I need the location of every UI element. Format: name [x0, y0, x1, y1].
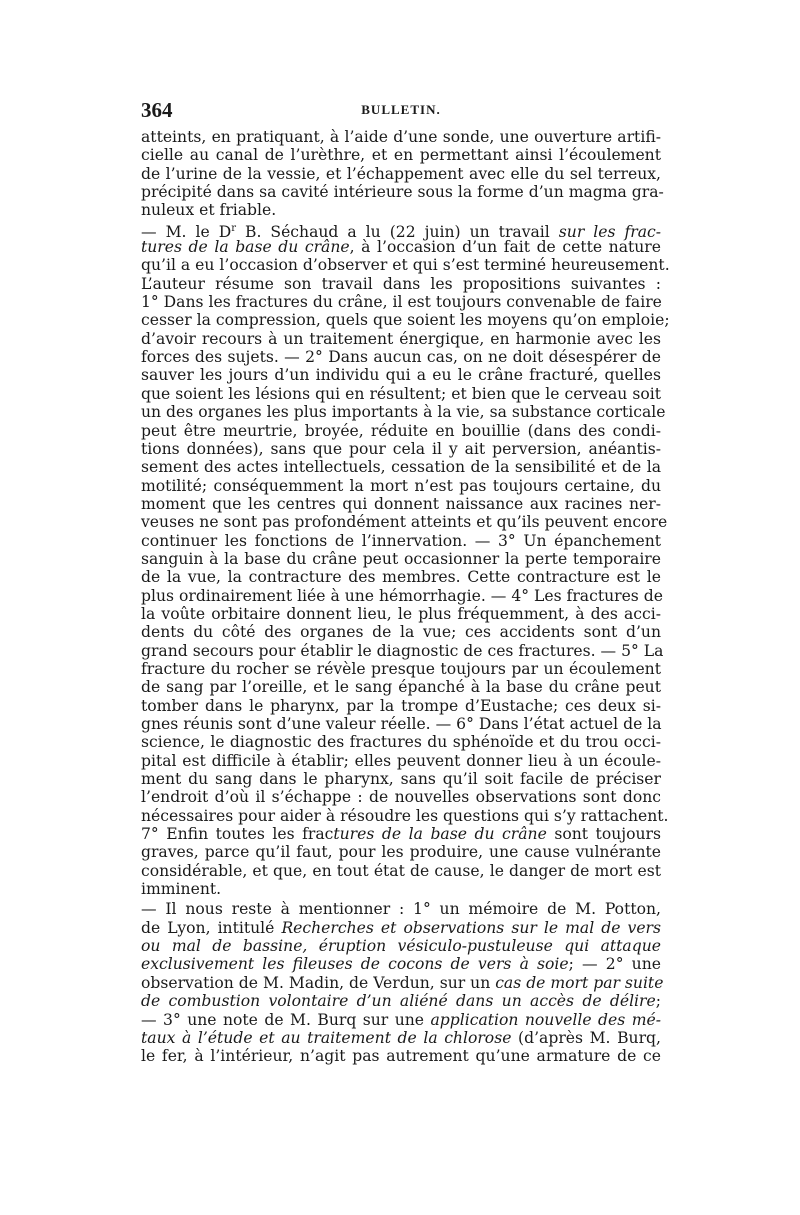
- text-line: peut être meurtrie, broyée, réduite en bouillie (dans des condi-: [141, 421, 661, 440]
- text-line: cielle au canal de l’urèthre, et en permettant ainsi l’écoulement: [141, 146, 661, 165]
- text-line: exclusivement les fileuses de cocons de vers à soie; — 2° une: [141, 955, 661, 974]
- text-line: considérable, et que, en tout état de cause, le danger de mort est: [141, 861, 661, 880]
- body-text: [141, 128, 670, 1066]
- text-line: imminent.: [141, 880, 222, 899]
- text-line: — Il nous reste à mentionner : 1° un mémoire de M. Potton,: [141, 900, 661, 919]
- text-line: sauver les jours d’un individu qui a eu le crâne fracturé, quelles: [141, 366, 661, 385]
- text-line: motilité; conséquemment la mort n’est pas toujours certaine, du: [141, 476, 661, 495]
- text-line: nuleux et friable.: [141, 201, 277, 220]
- text-line: que soient les lésions qui en résultent; et bien que le cerveau soit: [141, 384, 661, 403]
- text-line: la voûte orbitaire donnent lieu, le plus fréquemment, à des acci-: [141, 604, 661, 623]
- text-line: de combustion volontaire d’un aliéné dans un accès de délire;: [141, 992, 661, 1011]
- text-line: graves, parce qu’il faut, pour les produire, une cause vulnérante: [141, 843, 661, 862]
- text-line: cesser la compression, quels que soient les moyens qu’on emploie;: [141, 311, 670, 330]
- text-line: observation de M. Madin, de Verdun, sur un cas de mort par suite: [141, 973, 664, 992]
- text-line: pital est difficile à établir; elles peuvent donner lieu à un écoule-: [141, 751, 661, 770]
- text-line: le fer, à l’intérieur, n’agit pas autrement qu’une armature de ce: [141, 1047, 661, 1066]
- page-number: 364: [141, 98, 173, 122]
- text-line: veuses ne sont pas profondément atteints et qu’ils peuvent encore: [141, 513, 668, 532]
- text-line: plus ordinairement liée à une hémorrhagie. — 4° Les fractures de: [141, 586, 663, 605]
- text-line: fracture du rocher se révèle presque toujours par un écoulement: [141, 659, 661, 678]
- text-line: tomber dans le pharynx, par la trompe d’Eustache; ces deux si-: [141, 696, 661, 715]
- text-line: tures de la base du crâne, à l’occasion d’un fait de cette nature: [141, 238, 661, 257]
- text-line: nécessaires pour aider à résoudre les questions qui s’y rattachent.: [141, 806, 669, 825]
- text-line: d’avoir recours à un traitement énergique, en harmonie avec les: [141, 329, 661, 348]
- running-head: BULLETIN.: [361, 102, 441, 117]
- text-line: forces des sujets. — 2° Dans aucun cas, on ne doit désespérer de: [141, 348, 661, 367]
- text-line: l’endroit d’où il s’échappe : de nouvelles observations sont donc: [141, 788, 661, 807]
- text-line: grand secours pour établir le diagnostic de ces fractures. — 5° La: [141, 641, 664, 660]
- book-page: [141, 98, 670, 1066]
- text-line: — 3° une note de M. Burq sur une application nouvelle des mé-: [141, 1010, 661, 1029]
- text-line: un des organes les plus importants à la vie, sa substance corticale: [141, 403, 666, 422]
- text-line: sanguin à la base du crâne peut occasionner la perte temporaire: [141, 549, 661, 568]
- text-line: 1° Dans les fractures du crâne, il est toujours convenable de faire: [141, 293, 662, 312]
- text-line: ment du sang dans le pharynx, sans qu’il soit facile de préciser: [141, 770, 661, 789]
- text-line: de sang par l’oreille, et le sang épanché à la base du crâne peut: [141, 678, 661, 697]
- text-line: de l’urine de la vessie, et l’échappement avec elle du sel terreux,: [141, 164, 661, 183]
- text-line: sement des actes intellectuels, cessation de la sensibilité et de la: [141, 458, 661, 477]
- text-line: de la vue, la contracture des membres. Cette contracture est le: [141, 568, 661, 587]
- text-line: dents du côté des organes de la vue; ces accidents sont d’un: [141, 623, 661, 642]
- text-line: taux à l’étude et au traitement de la chlorose (d’après M. Burq,: [141, 1028, 661, 1047]
- text-line: précipité dans sa cavité intérieure sous la forme d’un magma gra-: [141, 183, 664, 202]
- text-line: qu’il a eu l’occasion d’observer et qui s’est terminé heureusement.: [141, 256, 670, 275]
- text-line: moment que les centres qui donnent naissance aux racines ner-: [141, 494, 661, 513]
- text-line: continuer les fonctions de l’innervation. — 3° Un épanchement: [141, 531, 661, 550]
- page-header: [141, 98, 661, 122]
- text-line: — M. le $D^r$ B. Séchaud a lu (22 juin) un travail sur les frac-: [141, 222, 662, 241]
- text-line: ou mal de bassine, éruption vésiculo-pustuleuse qui attaque: [141, 937, 661, 956]
- text-line: tions données), sans que pour cela il y ait perversion, anéantis-: [141, 439, 661, 458]
- text-line: gnes réunis sont d’une valeur réelle. — 6° Dans l’état actuel de la: [141, 715, 662, 733]
- text-line: science, le diagnostic des fractures du sphénoïde et du trou occi-: [141, 733, 661, 752]
- text-line: 7° Enfin toutes les fractures de la base du crâne sont toujours: [141, 825, 661, 844]
- text-line: atteints, en pratiquant, à l’aide d’une sonde, une ouverture artifi-: [141, 128, 661, 146]
- text-line: de Lyon, intitulé Recherches et observations sur le mal de vers: [141, 918, 662, 937]
- text-line: L’auteur résume son travail dans les propositions suivantes :: [141, 274, 661, 293]
